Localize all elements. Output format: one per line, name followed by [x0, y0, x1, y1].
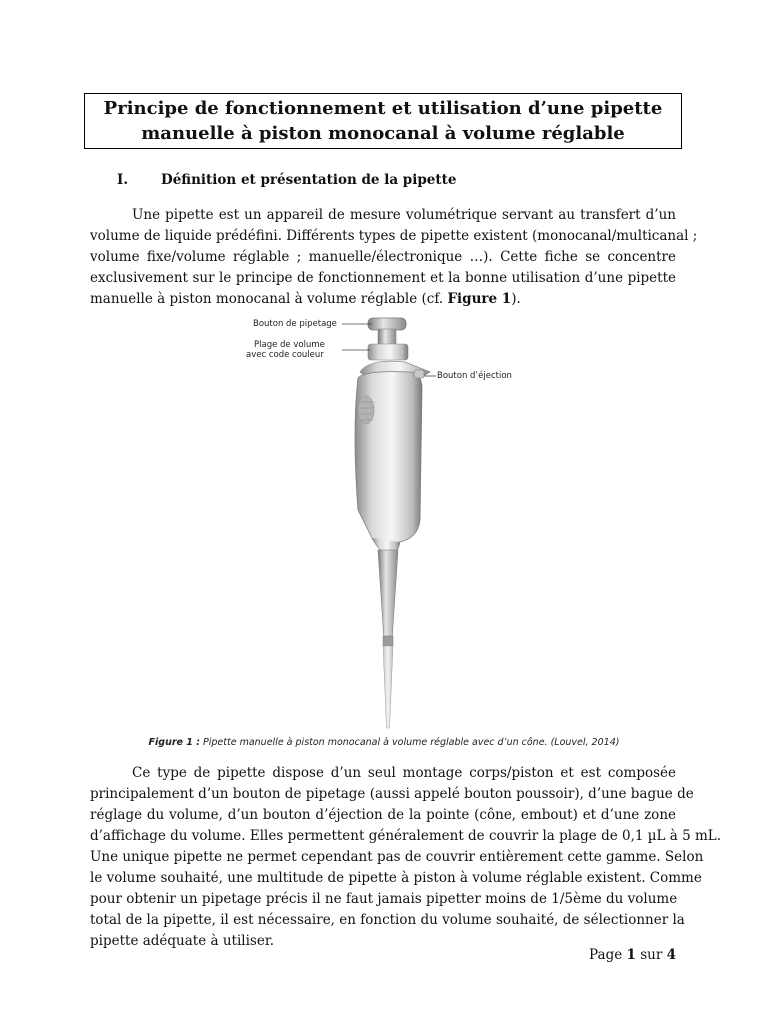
paragraph-description — [90, 763, 722, 952]
page-word: Page — [589, 947, 623, 963]
paragraph-line: le volume souhaité, une multitude de pipette à piston à volume réglable existent. Comme — [90, 870, 702, 886]
paragraph-line: exclusivement sur le principe de fonctionnement et la bonne utilisation d’une pipette — [90, 270, 676, 286]
label-plage-volume: Plage de volume — [254, 340, 325, 350]
paragraph-line: total de la pipette, il est nécessaire, en fonction du volume souhaité, de sélectionner la — [90, 912, 685, 928]
paragraph-line: Ce type de pipette dispose d’un seul montage corps/piston et est composée — [132, 765, 676, 781]
paragraph-line: réglage du volume, d’un bouton d’éjection de la pointe (cône, embout) et d’une zone — [90, 807, 676, 823]
paragraph-line: pour obtenir un pipetage précis il ne faut jamais pipetter moins de 1/5ème du volume — [90, 891, 678, 907]
label-bouton-ejection: Bouton d’éjection — [437, 371, 512, 381]
title-line-2: manuelle à piston monocanal à volume réglable — [141, 123, 625, 144]
paragraph-line: Une unique pipette ne permet cependant pas de couvrir entièrement cette gamme. Selon — [90, 849, 704, 865]
caption-text: Pipette manuelle à piston monocanal à volume réglable avec d’un cône. (Louvel, 2014) — [200, 737, 620, 748]
section-number: I. — [117, 172, 129, 188]
document-title — [84, 93, 682, 149]
figure-caption — [0, 737, 768, 748]
paragraph-definition — [90, 205, 698, 310]
paragraph-line: pipette adéquate à utiliser. — [90, 933, 275, 949]
paragraph-line-last — [90, 289, 676, 310]
paragraph-line: Une pipette est un appareil de mesure volumétrique servant au transfert d’un — [132, 207, 676, 223]
page-footer — [589, 947, 676, 963]
caption-label: Figure 1 : — [148, 737, 200, 748]
label-code-couleur: avec code couleur — [246, 350, 324, 360]
figure-reference: Figure 1 — [447, 291, 512, 307]
pipette-illustration — [240, 310, 570, 730]
pipette-figure — [240, 310, 570, 730]
page-total: 4 — [666, 947, 676, 963]
paragraph-line: d’affichage du volume. Elles permettent généralement de couvrir la plage de 0,1 µL à 5 mL. — [90, 828, 722, 844]
title-line-1: Principe de fonctionnement et utilisation d’une pipette — [103, 98, 663, 119]
paragraph-line-end: ). — [511, 291, 521, 307]
paragraph-line: principalement d’un bouton de pipetage (aussi appelé bouton poussoir), d’une bague de — [90, 786, 694, 802]
paragraph-line-text: manuelle à piston monocanal à volume réglable (cf. — [90, 291, 448, 307]
paragraph-line: volume fixe/volume réglable ; manuelle/électronique …). Cette fiche se concentre — [90, 249, 676, 265]
paragraph-line: volume de liquide prédéfini. Différents types de pipette existent (monocanal/multicanal ; — [90, 228, 698, 244]
page-number: 1 — [626, 947, 636, 963]
section-title: Définition et présentation de la pipette — [161, 172, 457, 188]
label-bouton-pipetage: Bouton de pipetage — [253, 319, 337, 329]
grip-texture — [358, 396, 374, 424]
of-word: sur — [640, 947, 663, 963]
